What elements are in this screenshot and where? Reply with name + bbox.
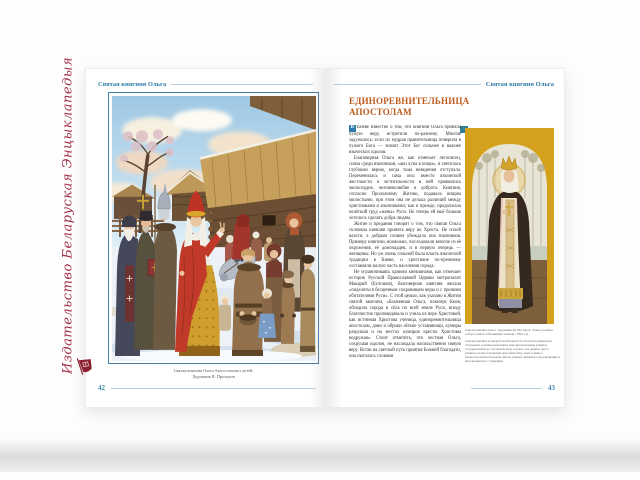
running-header-left-text: Святая княгиня Ольга bbox=[98, 80, 167, 88]
toddler-white-hood bbox=[219, 294, 231, 330]
paragraph: Благоверная Ольга же, как отмечает летописец, сияла среди язычников, «аки луна в нощи», и светилась глубокою верою, когда тьма неведения отступала. Переменилась и сама она: вместо языческой жестокости и мстительности в ней проявились милосердие, человеколюбие и доброта. Княгиня, согласно Проложному Житию, подавала нищим милостыню, при этом она не делала различий между христианами и язычниками; как и прежде, продолжала нелёгкий труд «жены» Руси. Но теперь ей ещё больше хотелось сделать добра людям. bbox=[349, 155, 461, 221]
publisher-emblem-icon bbox=[77, 357, 94, 381]
illustration-caption-line1: Святая княгиня Ольга благословляет детей. bbox=[173, 368, 254, 373]
paragraph: Не ограничиваясь одними киевлянами, как отмечает историк Русской Православной Церкви митрополит Макарий (Булгаков), благоверная княгиня желала «поделиться бесценным сокровищем веры и с прочими обитателями Руси». С этой целью, как указано в Житии святой княгини, «блаженная Ольга, покинув Киев, обходила города и сёла по всей земле Руси, всюду благочестие проповедовала и учила их вере Христовой, как истинная Христова ученица, единоревнительница апостолам, дани и оброки лёгкие уставляющи, кумиры разрушая и на местах кумиров кресты Христовы водружая». Стоит отметить, что честная Ольга, сокрушая идолов, не насаждала насильственно новую веру. Встав на светлый путь приятия Божией благодати, она пыталась словами bbox=[349, 269, 461, 359]
spine-shadow bbox=[310, 69, 342, 407]
book-spread bbox=[60, 56, 565, 408]
header-rule-left bbox=[171, 84, 313, 85]
section-title bbox=[349, 96, 479, 118]
illustration-frame bbox=[108, 92, 319, 364]
right-page bbox=[326, 69, 566, 407]
footer-left bbox=[98, 383, 316, 393]
page-number-left: 42 bbox=[98, 384, 105, 392]
paragraph: Житие и предания говорят о том, что святая Ольга склоняла киевлян принять веру во Христа. Не силой власти, а добрым словом убеждала она язычников. Примеру княгини, возможно, последовали многие из её окружения, её домочадцев, и в первую очередь — женщины. Но уж очень сильной была власть языческой традиции в Киеве, и христиане по-прежнему составляли малую часть населения города. bbox=[349, 221, 461, 269]
icon-caption-credit: Святая княгиня Ольга. Художник М. Нестеров. Эскиз росписи собора Святого Владимира в Киеве. 1892 год bbox=[465, 328, 553, 337]
illustration-caption bbox=[108, 368, 319, 379]
running-header-right bbox=[334, 79, 554, 89]
section-title-line2: АПОСТОЛАМ bbox=[349, 107, 412, 117]
drop-cap: В bbox=[350, 125, 354, 130]
section-title-line1: ЕДИНОРЕВНИТЕЛЬНИЦА bbox=[349, 96, 470, 106]
header-rule-right bbox=[334, 84, 481, 85]
saint-olga-icon-image bbox=[465, 128, 554, 324]
illustration-olga-blessing bbox=[112, 96, 316, 361]
body-text-column bbox=[349, 125, 461, 375]
footer-rule-left bbox=[111, 388, 316, 389]
left-page bbox=[60, 56, 326, 407]
paragraph bbox=[349, 125, 461, 156]
publisher-watermark: Издательство Беларуская Энцыклапедыя bbox=[60, 56, 76, 374]
running-header-left bbox=[98, 79, 313, 89]
illustration-caption-line2: Художник В. Прохоров bbox=[192, 373, 235, 379]
page-number-right: 43 bbox=[548, 384, 555, 392]
icon-caption-note: Святая княгиня на иконах изображается в богатом княжеском облачении, в княжеской шапке или царском венце (символ государственного строительства), в руках она держит крест (символ распространения христианства), храм (символ храмостроительства) или свиток (символ книжного просвещения и миссионерского служения) bbox=[465, 338, 560, 364]
running-header-right-text: Святая княгиня Ольга bbox=[485, 80, 554, 88]
icon-caption bbox=[465, 328, 560, 363]
photo-bottom-edge bbox=[0, 438, 640, 472]
paragraph-text: Киеве известие о том, что княгиня Ольга приняла чужую веру, встретили по-разному. Многие задумались: если их мудрая правительница поверила в чужого Бога — значит Этот Бог сильнее и важнее языческих идолов. bbox=[349, 125, 461, 155]
footer-right bbox=[471, 383, 555, 393]
footer-rule-right bbox=[471, 388, 542, 389]
